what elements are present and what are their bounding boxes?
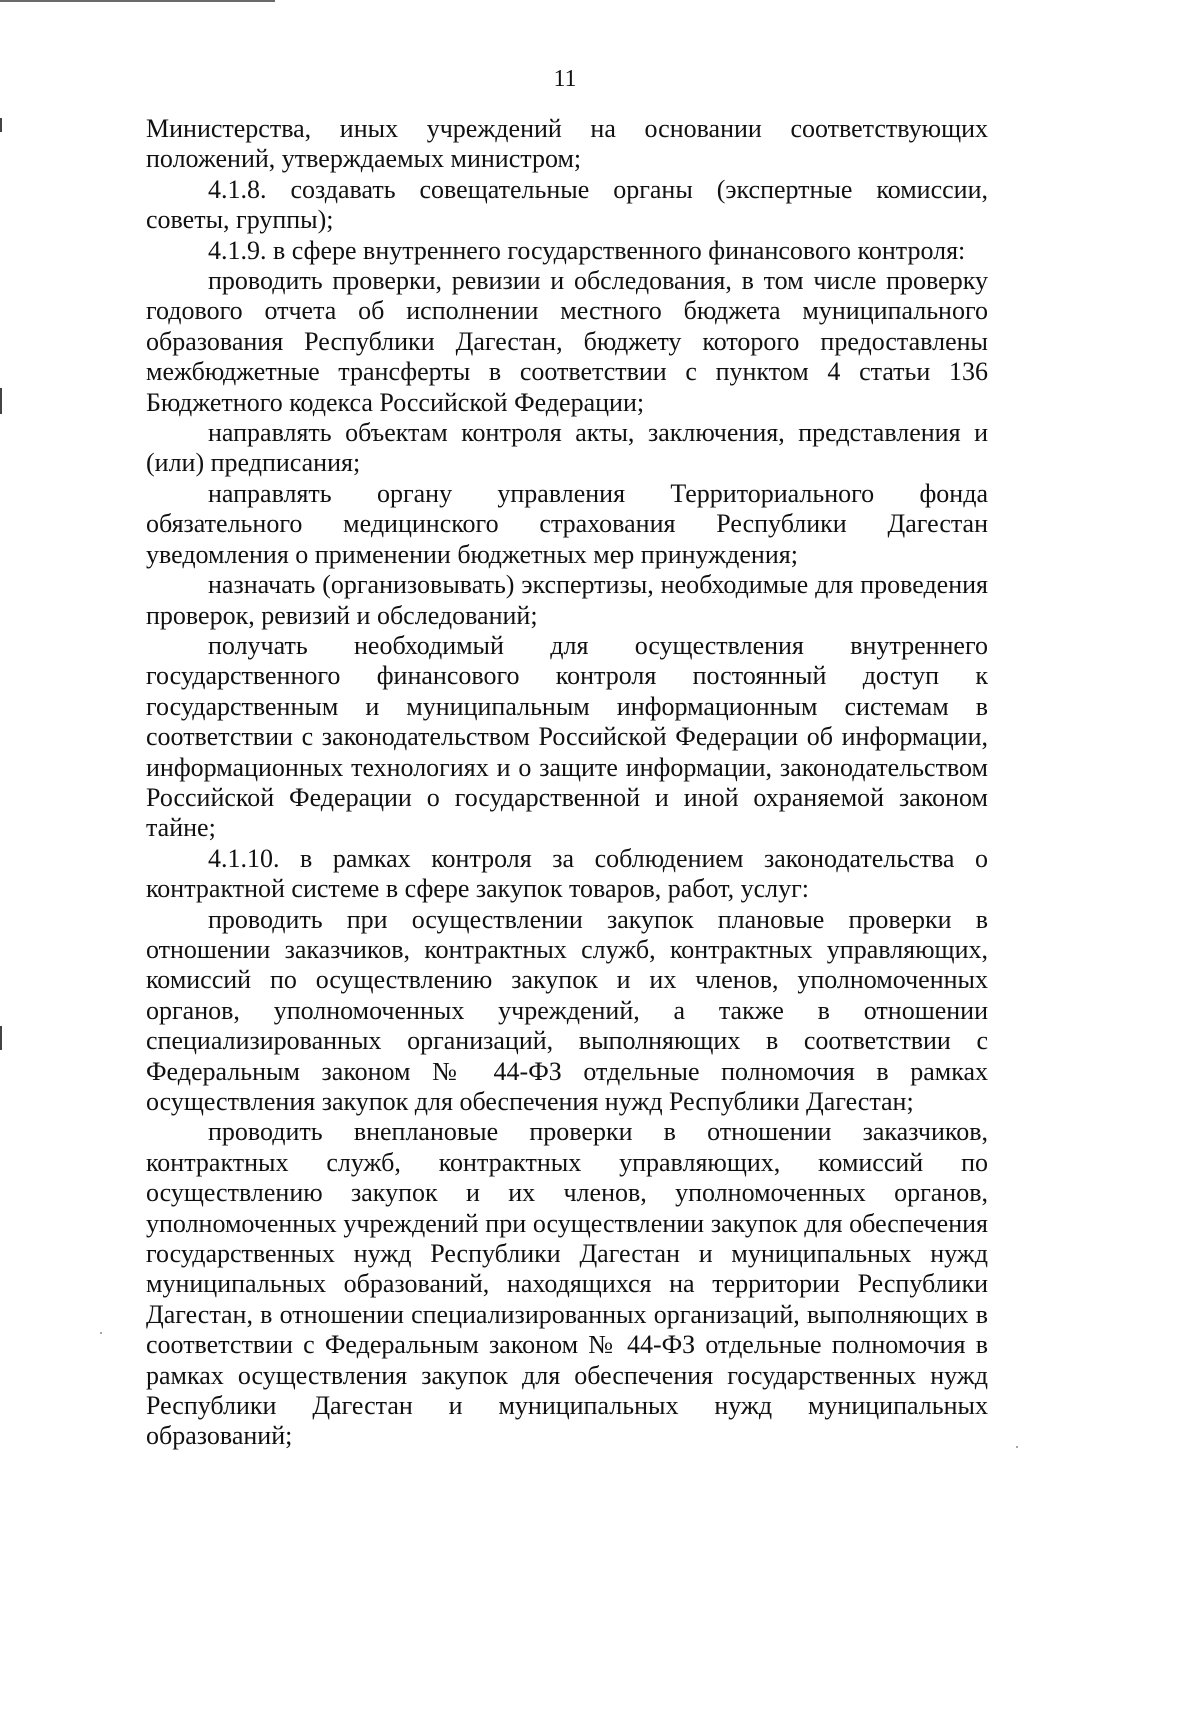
scan-edge-mark [0,1026,2,1050]
paragraph-4-1-10: 4.1.10. в рамках контроля за соблюдением законодательства о контрактной системе в сфере закупок товаров, работ, услуг: [146,843,988,904]
paragraph-4-1-9: 4.1.9. в сфере внутреннего государственного финансового контроля: [208,235,966,265]
scan-speck [1016,1446,1018,1448]
page-number: 11 [553,66,577,92]
paragraph-4-1-8: 4.1.8. создавать совещательные органы (экспертные комиссии, советы, группы); [146,174,988,235]
document-body [146,114,988,1452]
paragraph-send-acts: направлять объектам контроля акты, заключения, представления и (или) предписания; [146,418,988,478]
scan-speck [100,1332,102,1334]
paragraph-expertise: назначать (организовывать) экспертизы, необходимые для проведения проверок, ревизий и обследований; [146,570,988,630]
paragraph-send-notices: направлять органу управления Территориального фонда обязательного медицинского страхования Республики Дагестан уведомления о применении бюджетных мер принуждения; [146,478,988,569]
paragraph-planned-checks: проводить при осуществлении закупок плановые проверки в отношении заказчиков, контрактных служб, контрактных управляющих, комиссий по осуществлению закупок и их членов, уполномоченных органов, уполномоченных учреждений, а также в отношении специализированных организаций, выполняющих в соответствии с Федеральным законом № 44-ФЗ отдельные полномочия в рамках осуществления закупок для обеспечения нужд Республики Дагестан; [146,904,988,1116]
paragraph-continuation: Министерства, иных учреждений на основании соответствующих положений, утверждаемых министром; [146,114,988,174]
scan-edge-mark [0,118,2,132]
scan-edge-line [0,0,275,2]
scan-edge-mark [0,388,2,414]
paragraph-access: получать необходимый для осуществления внутреннего государственного финансового контроля постоянный доступ к государственным и муниципальным информационным системам в соответствии с законодательством Российской Федерации об информации, информационных технологиях и о защите информации, законодательством Российской Федерации о государственной и иной охраняемой законом тайне; [146,630,988,843]
paragraph-inspections: проводить проверки, ревизии и обследования, в том числе проверку годового отчета об исполнении местного бюджета муниципального образования Республики Дагестан, бюджету которого предоставлены межбюджетные трансферты в соответствии с пунктом 4 статьи 136 Бюджетного кодекса Российской Федерации; [146,266,988,417]
paragraph-unplanned-checks: проводить внеплановые проверки в отношении заказчиков, контрактных служб, контрактных управляющих, комиссий по осуществлению закупок и их членов, уполномоченных органов, уполномоченных учреждений при осуществлении закупок для обеспечения государственных нужд Республики Дагестан и муниципальных нужд муниципальных образований, находящихся на территории Республики Дагестан, в отношении специализированных организаций, выполняющих в соответствии с Федеральным законом № 44-ФЗ отдельные полномочия в рамках осуществления закупок для обеспечения государственных нужд Республики Дагестан и муниципальных нужд муниципальных образований; [146,1117,988,1451]
